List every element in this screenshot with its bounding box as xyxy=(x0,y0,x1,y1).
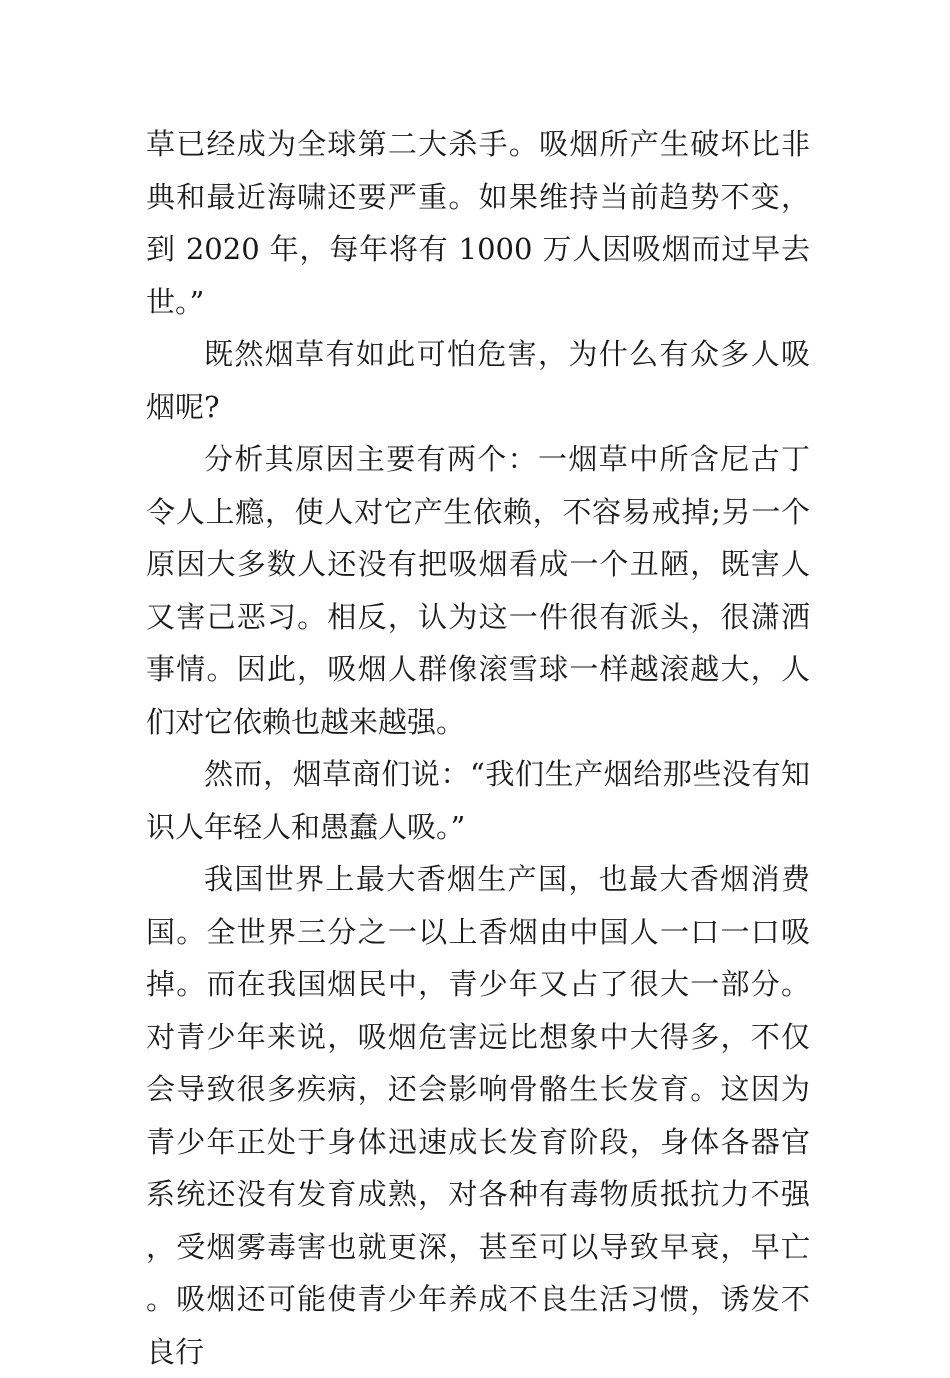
paragraph-question: 既然烟草有如此可怕危害，为什么有众多人吸烟呢? xyxy=(146,337,810,424)
body-text xyxy=(146,118,810,1378)
paragraph-tobacco-quote: 然而，烟草商们说：“我们生产烟给那些没有知识人年轻人和愚蠢人吸。” xyxy=(146,757,810,844)
paragraph-continued: 草已经成为全球第二大杀手。吸烟所产生破坏比非典和最近海啸还要严重。如果维持当前趋势不变，到 2020 年，每年将有 1000 万人因吸烟而过早去世。” xyxy=(146,127,810,319)
paragraph-china-youth: 我国世界上最大香烟生产国，也最大香烟消费国。全世界三分之一以上香烟由中国人一口一口吸掉。而在我国烟民中，青少年又占了很大一部分。对青少年来说，吸烟危害远比想象中大得多，不仅会导致很多疾病，还会影响骨骼生长发育。这因为青少年正处于身体迅速成长发育阶段，身体各器官系统还没有发育成熟，对各种有毒物质抵抗力不强，受烟雾毒害也就更深，甚至可以导致早衰，早亡。吸烟还可能使青少年养成不良生活习惯，诱发不良行 xyxy=(146,862,810,1369)
paragraph-reasons: 分析其原因主要有两个：一烟草中所含尼古丁令人上瘾，使人对它产生依赖，不容易戒掉;另一个原因大多数人还没有把吸烟看成一个丑陋，既害人又害己恶习。相反，认为这一件很有派头，很潇洒事情。因此，吸烟人群像滚雪球一样越滚越大，人们对它依赖也越来越强。 xyxy=(146,442,810,739)
